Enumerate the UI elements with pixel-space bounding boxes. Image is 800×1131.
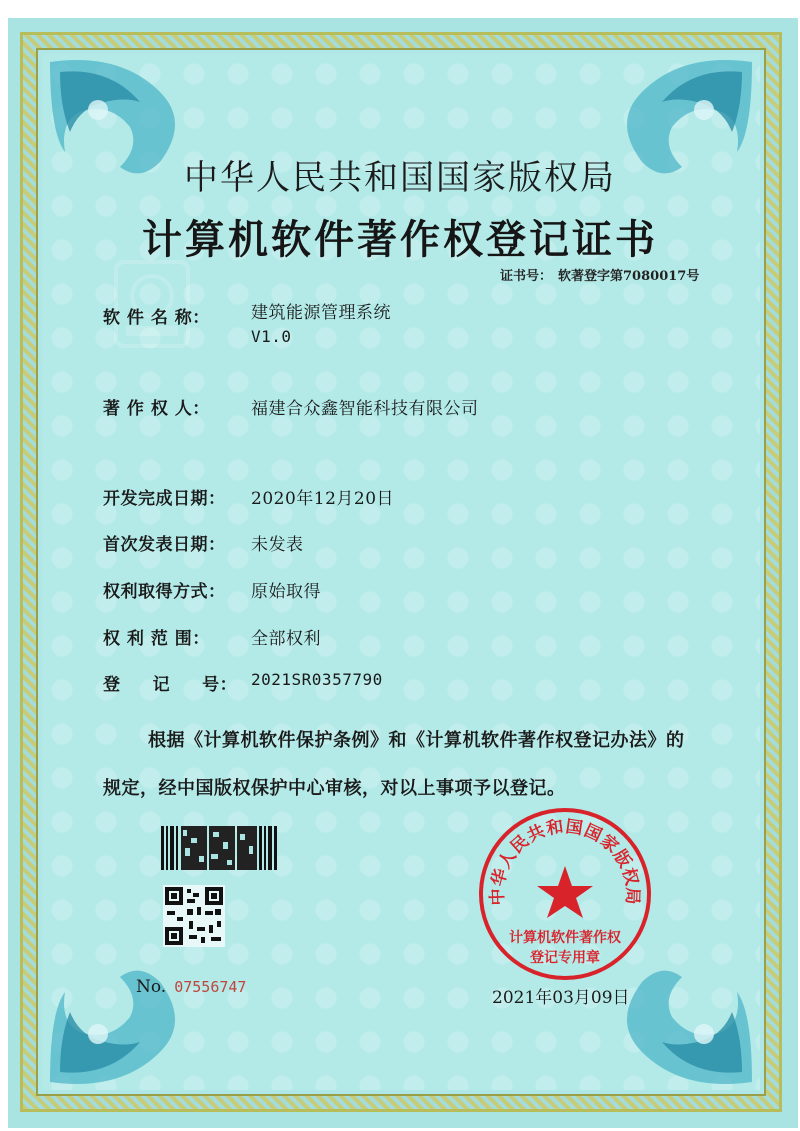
certificate-number-value: 软著登字第7080017号 (558, 269, 700, 284)
certificate-number (500, 265, 705, 284)
field-registration-number (103, 670, 383, 695)
field-completion-date (103, 484, 394, 509)
issuing-authority: 中华人民共和国国家版权局 (184, 158, 616, 198)
field-value: 2020年12月20日 (251, 489, 395, 509)
field-acquisition-method (103, 577, 321, 602)
serial-prefix: No. (136, 977, 167, 997)
field-label: 开发完成日期： (103, 489, 226, 509)
certificate-number-label: 证书号： (500, 269, 553, 284)
certificate-title: 计算机软件著作权登记证书 (142, 216, 658, 263)
statement-line-1: 根据《计算机软件保护条例》和《计算机软件著作权登记办法》的 (148, 730, 685, 751)
field-label: 权 利 范 围： (103, 629, 210, 649)
corner-ornament-icon (40, 922, 210, 1092)
svg-text:计算机软件著作权: 计算机软件著作权 (509, 930, 621, 946)
field-value-version: V1.0 (251, 327, 292, 346)
svg-text:登记专用章: 登记专用章 (530, 950, 600, 966)
field-label: 首次发表日期： (103, 535, 226, 555)
field-label: 软 件 名 称： (103, 308, 210, 328)
qr-code-icon (163, 885, 225, 947)
field-value: 2021SR0357790 (251, 670, 383, 689)
field-label: 权利取得方式： (103, 582, 226, 602)
barcode-icon (161, 826, 277, 870)
field-label: 登 记 号： (103, 675, 238, 695)
field-value: 福建合众鑫智能科技有限公司 (251, 399, 479, 419)
field-value: 未发表 (251, 535, 304, 555)
official-seal-icon (477, 806, 653, 982)
field-value: 原始取得 (251, 582, 321, 602)
statement-line-2: 规定，经中国版权保护中心审核，对以上事项予以登记。 (103, 778, 566, 799)
issue-date: 2021年03月09日 (492, 988, 630, 1008)
field-copyright-owner (103, 394, 479, 419)
field-first-publication-date (103, 530, 304, 555)
field-value: 全部权利 (251, 629, 321, 649)
field-software-name (103, 303, 391, 351)
field-label: 著 作 权 人： (103, 399, 210, 419)
field-value: 建筑能源管理系统 (251, 303, 391, 323)
field-rights-scope (103, 624, 321, 649)
serial-number-value: 07556747 (174, 978, 247, 996)
svg-text:中华人民共和国国家版权局: 中华人民共和国国家版权局 (487, 816, 643, 906)
serial-number (136, 977, 246, 997)
